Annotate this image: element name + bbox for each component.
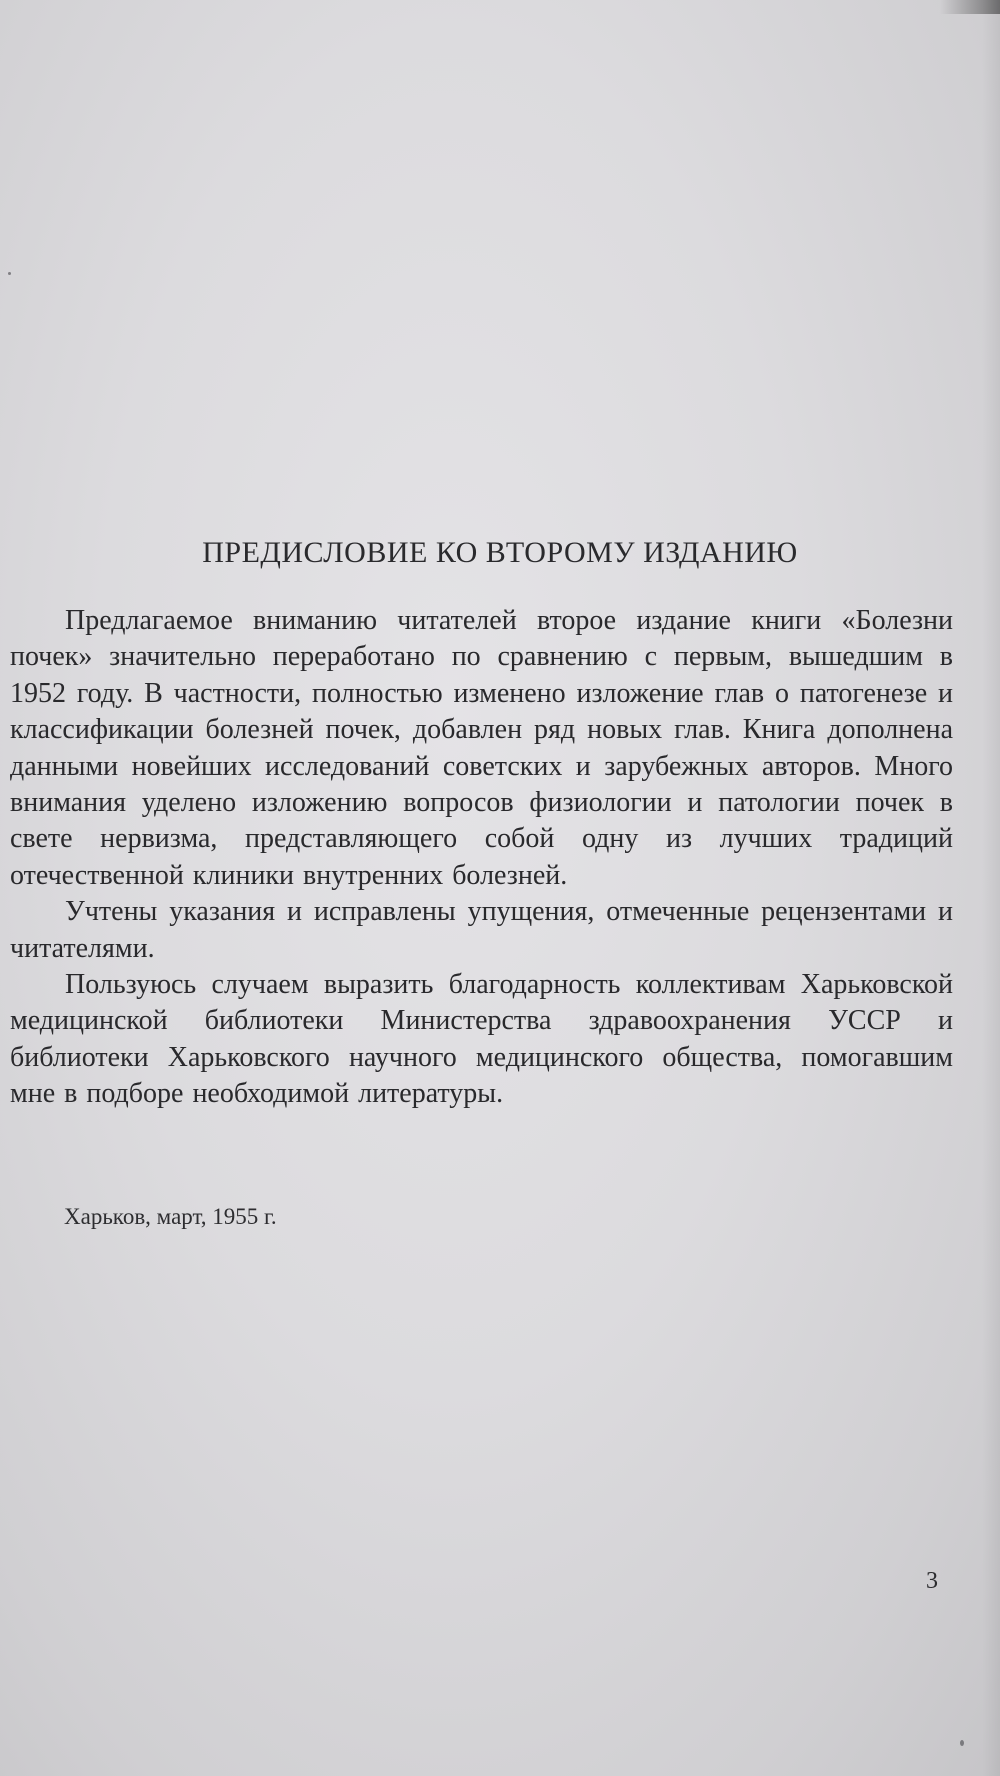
page-number: 3 — [926, 1568, 938, 1594]
paragraph-1: Предлагаемое вниманию читателей второе издание книги «Болезни почек» значительно переработано по сравнению с первым, вышедшим в 1952 году. В частности, полностью изменено изложение глав о патогенезе и классификации болезней почек, добавлен ряд новых глав. Книга дополнена данными новейших исследований советских и зарубежных авторов. Много внимания уделено изложению вопросов физиологии и патологии почек в свете нервизма, представляющего собой одну из лучших традиций отечественной клиники внутренних болезней. — [10, 605, 953, 891]
place-date-signoff: Харьков, март, 1955 г. — [64, 1204, 277, 1229]
preface-body — [10, 603, 953, 1113]
paragraph-2: Учтены указания и исправлены упущения, отмеченные рецензентами и читателями. — [10, 896, 953, 964]
paragraph-3: Пользуюсь случаем выразить благодарность коллективам Харьковской медицинской библиотеки Министерства здравоохранения УССР и библиотеки Харьковского научного медицинского общества, помогавшим мне в подборе необходимой литературы. — [10, 969, 953, 1110]
page-title: ПРЕДИСЛОВИЕ КО ВТОРОМУ ИЗДАНИЮ — [202, 536, 798, 569]
page-edge-shadow — [982, 0, 1000, 1776]
paper-speck — [960, 1740, 964, 1746]
paper-speck — [8, 272, 11, 275]
